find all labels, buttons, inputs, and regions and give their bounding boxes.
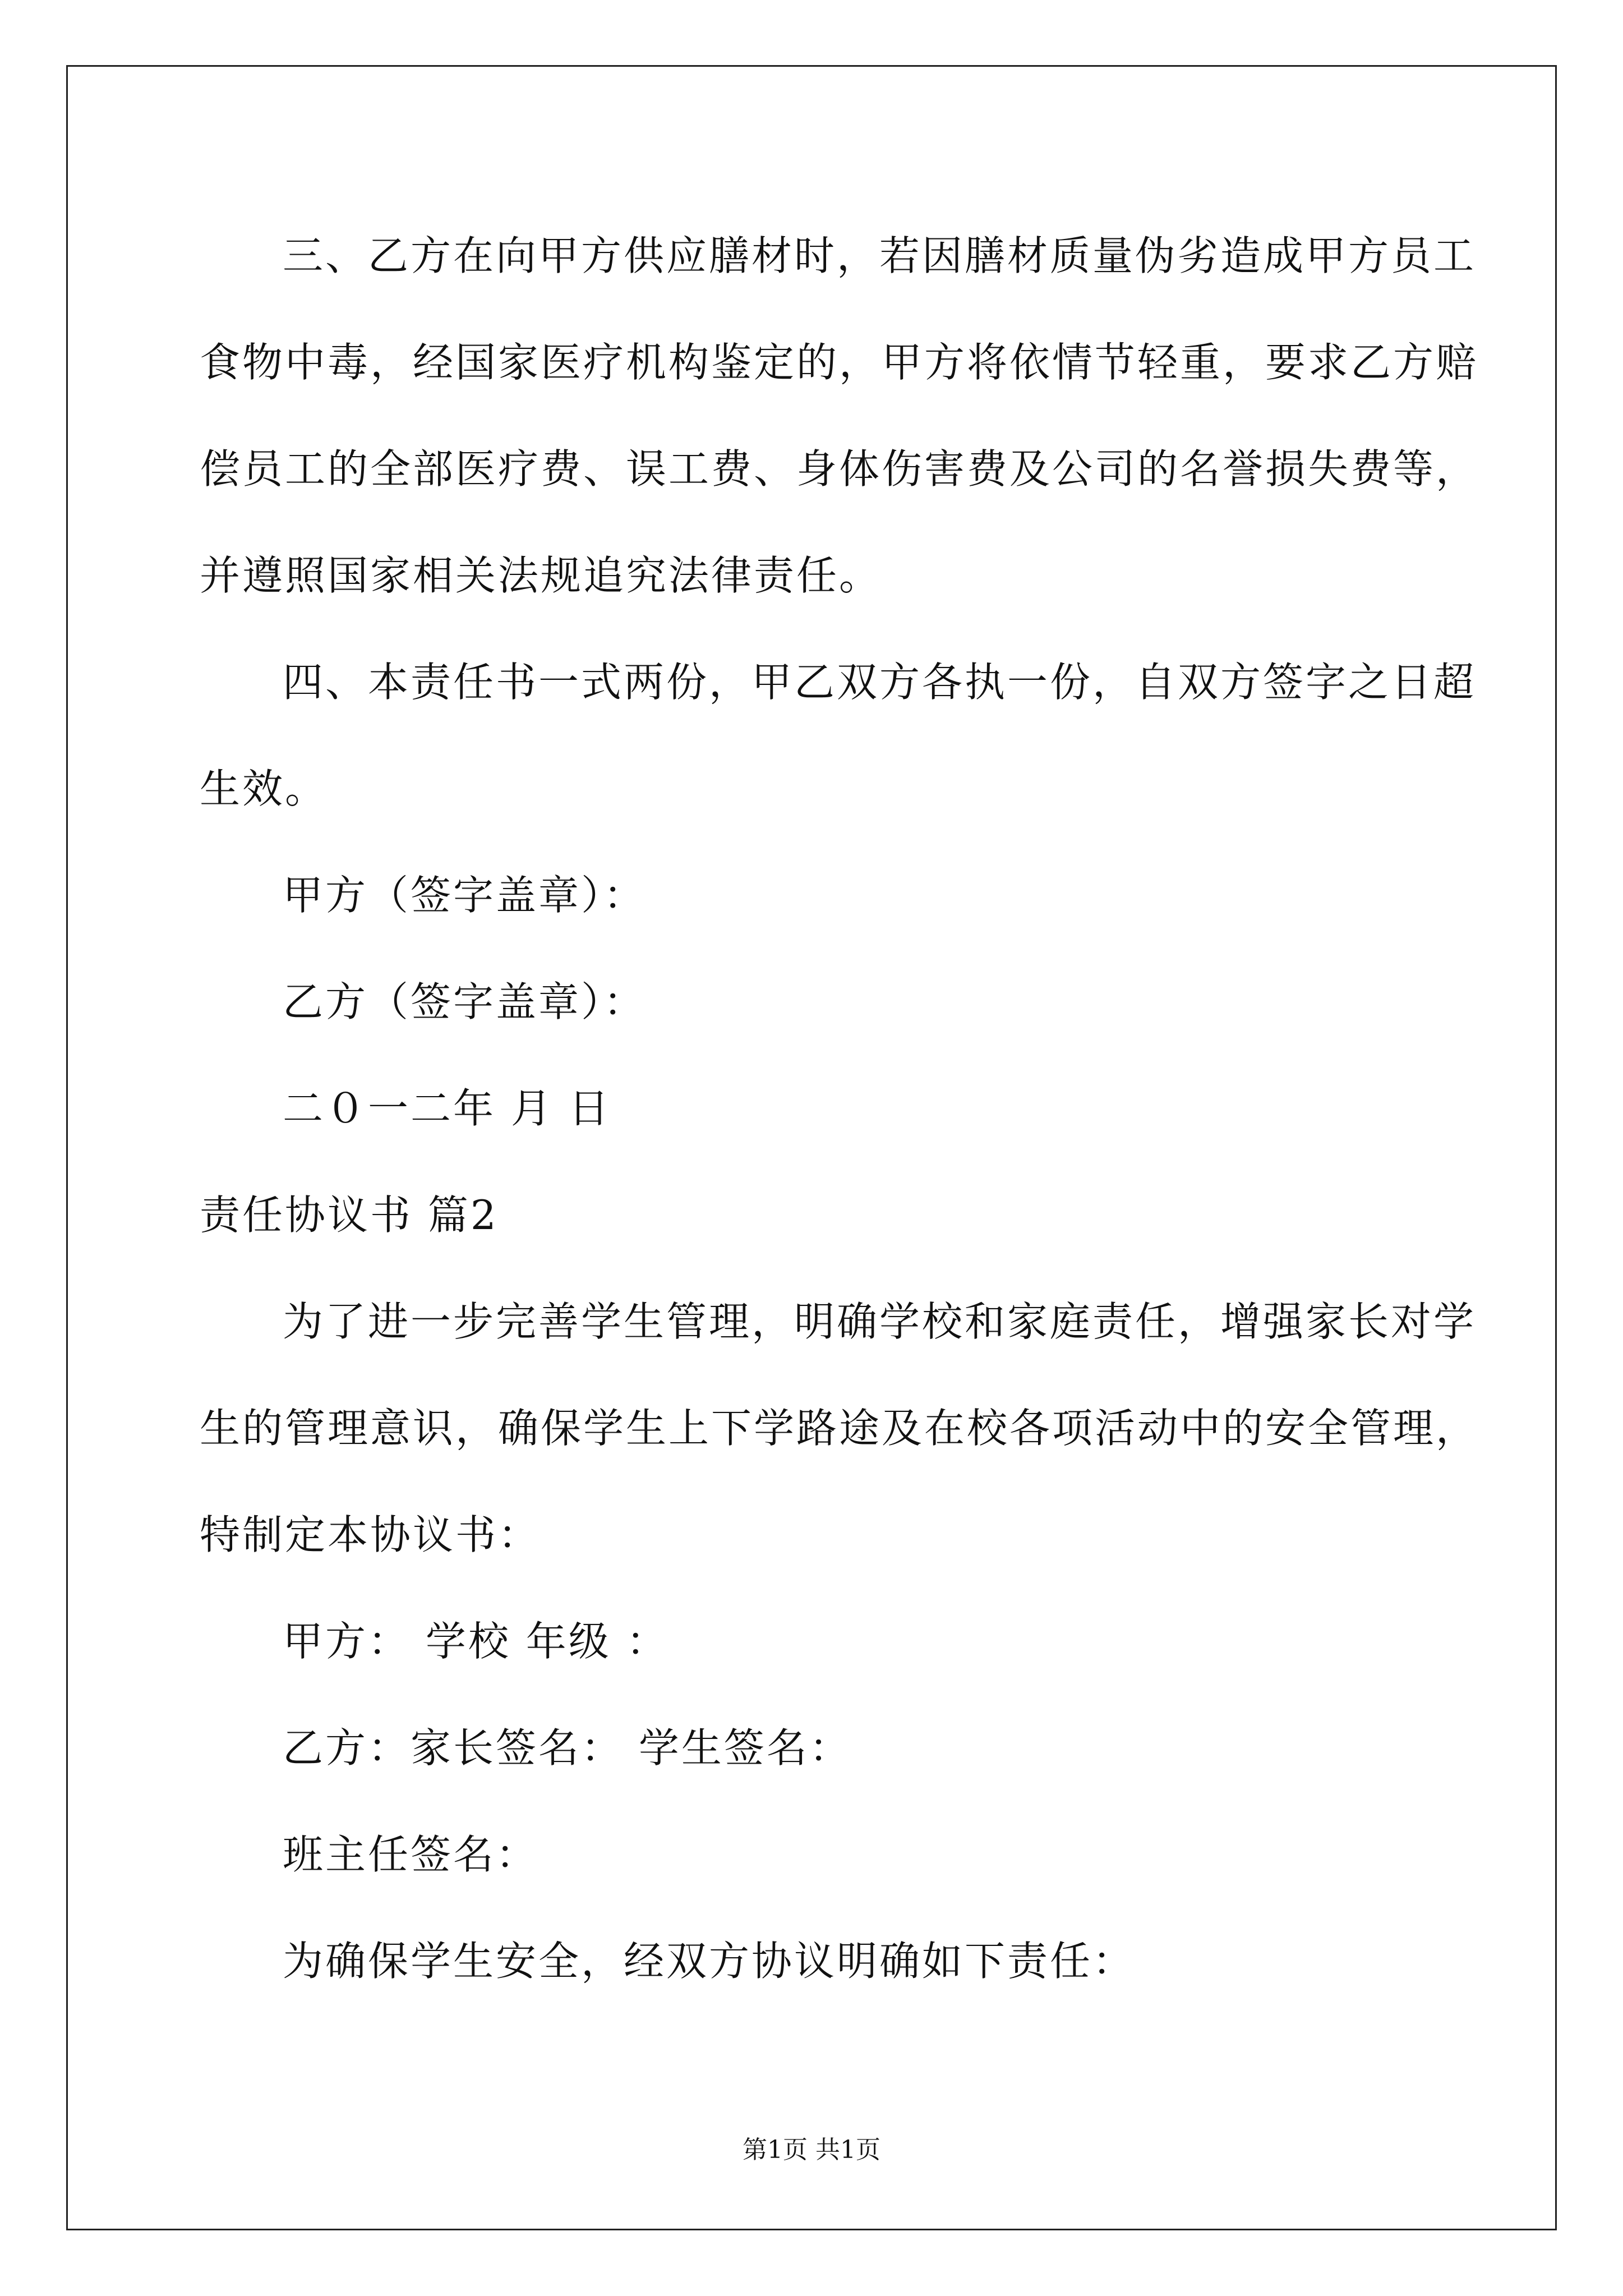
signing-date: 二０一二年 月 日: [283, 1085, 611, 1132]
page-footer: 第1页 共1页: [743, 2136, 880, 2164]
paragraph-line: 四、本责任书一式两份，甲乙双方各执一份，自双方签字之日超: [283, 659, 1477, 706]
section-title: 责任协议书 篇2: [200, 1191, 499, 1239]
paragraph-line: 生的管理意识，确保学生上下学路途及在校各项活动中的安全管理，: [200, 1405, 1479, 1452]
party-b-signature: 乙方（签字盖章）：: [283, 978, 647, 1025]
teacher-signature: 班主任签名：: [283, 1831, 539, 1878]
paragraph-line: 为确保学生安全，经双方协议明确如下责任：: [283, 1938, 1136, 1985]
party-a-signature: 甲方（签字盖章）：: [283, 872, 647, 919]
paragraph-line: 偿员工的全部医疗费、误工费、身体伤害费及公司的名誉损失费等，: [200, 445, 1479, 493]
paragraph-line: 为了进一步完善学生管理，明确学校和家庭责任，增强家长对学: [283, 1298, 1477, 1345]
party-b-parent: 乙方：家长签名： 学生签名：: [283, 1724, 852, 1772]
page-border: [66, 65, 1557, 2230]
party-a-school: 甲方： 学校 年级 ：: [283, 1618, 669, 1665]
paragraph-line: 并遵照国家相关法规追究法律责任。: [200, 552, 882, 599]
paragraph-line: 特制定本协议书：: [200, 1511, 541, 1558]
paragraph-line: 三、乙方在向甲方供应膳材时，若因膳材质量伪劣造成甲方员工: [283, 232, 1477, 279]
paragraph-line: 生效。: [200, 765, 328, 812]
paragraph-line: 食物中毒，经国家医疗机构鉴定的，甲方将依情节轻重，要求乙方赔: [200, 339, 1479, 386]
